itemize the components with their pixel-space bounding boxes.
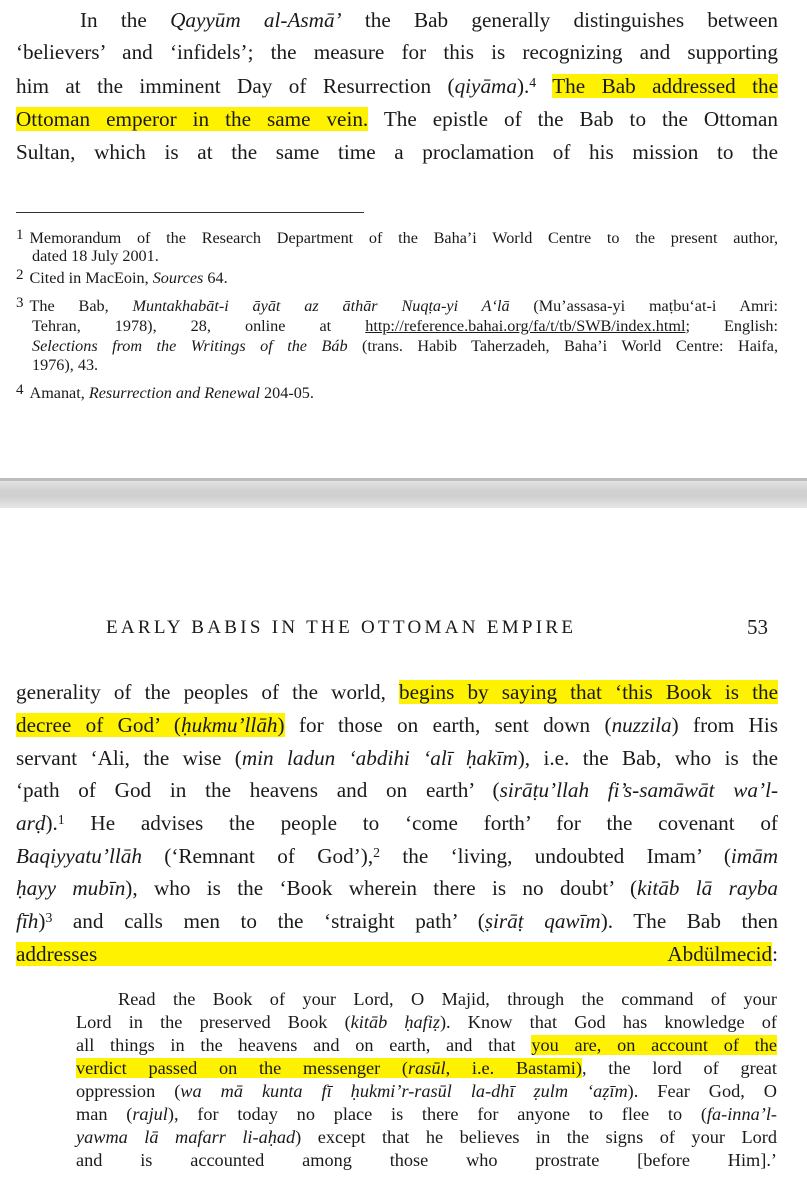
footnote-1-cont: dated 18 July 2001. bbox=[32, 247, 159, 265]
footnote-2: 2 Cited in MacEoin, Sources 64. bbox=[16, 267, 228, 287]
body-line-5: arḍ).$^1$ He advises the people to ‘come forth’ for the covenant of bbox=[16, 811, 778, 835]
footnote-3-cont-2: Selections from the Writings of the Báb (trans. Habib Taherzadeh, Baha’i World Centre: Haifa, bbox=[32, 337, 778, 355]
footnote-3-cont-1: Tehran, 1978), 28, online at http://reference.bahai.org/fa/t/tb/SWB/index.html; English: bbox=[32, 317, 778, 335]
running-header: EARLY BABIS IN THE OTTOMAN EMPIRE bbox=[106, 617, 577, 638]
quote-line-4: verdict passed on the messenger (rasūl, i.e. Bastami), the lord of great bbox=[76, 1058, 777, 1078]
quote-line-2: Lord in the preserved Book (kitāb ḥafiẓ). Know that God has knowledge of bbox=[76, 1012, 777, 1032]
highlight-book-decree-2: decree of God’ (ḥukmu’llāh) bbox=[16, 713, 285, 737]
body-line-9: addresses Abdülmecid: bbox=[16, 942, 778, 966]
body-line-4: ‘path of God in the heavens and on earth’ (sirāṭu’llah fi’s-samāwāt wa’l- bbox=[16, 778, 779, 802]
highlight-ottoman-1: The Bab addressed the bbox=[552, 74, 778, 98]
highlight-verdict-2: verdict passed on the messenger (rasūl, i.e. Bastami) bbox=[76, 1058, 582, 1078]
footnote-divider bbox=[16, 212, 364, 213]
paragraph-line-1: In the Qayyūm al-Asmā’ the Bab generally distinguishes between bbox=[80, 8, 778, 32]
footnote-url-link[interactable]: http://reference.bahai.org/fa/t/tb/SWB/index.html bbox=[365, 317, 686, 335]
body-line-3: servant ‘Ali, the wise (min ladun ‘abdihi ‘alī ḥakīm), i.e. the Bab, who is the bbox=[16, 746, 778, 770]
page-53 bbox=[0, 508, 807, 1200]
page-separator bbox=[0, 478, 807, 508]
quote-line-8: and is accounted among those who prostrate [before Him].’ bbox=[76, 1150, 777, 1170]
quote-line-3: all things in the heavens and on earth, and that you are, on account of the bbox=[76, 1035, 777, 1055]
footnote-4: 4 Amanat, Resurrection and Renewal 204-05. bbox=[16, 382, 314, 402]
highlight-abdulmecid: addresses Abdülmecid bbox=[16, 942, 773, 966]
quote-line-1: Read the Book of your Lord, O Majid, through the command of your bbox=[118, 989, 777, 1009]
body-line-1: generality of the peoples of the world, begins by saying that ‘this Book is the bbox=[16, 680, 778, 704]
body-line-6: Baqiyyatu’llāh (‘Remnant of God’),$^2$ the ‘living, undoubted Imam’ (imām bbox=[16, 844, 778, 868]
paragraph-line-4: Ottoman emperor in the same vein. The epistle of the Bab to the Ottoman bbox=[16, 107, 778, 131]
highlight-ottoman-2: Ottoman emperor in the same vein. bbox=[16, 107, 369, 131]
page-number: 53 bbox=[747, 615, 768, 639]
quote-line-7: yawma lā mafarr li-aḥad) except that he believes in the signs of your Lord bbox=[76, 1127, 777, 1147]
highlight-verdict-1: you are, on account of the bbox=[531, 1035, 777, 1055]
quote-line-5: oppression (wa mā kunta fī ḥukmi’r-rasūl la-dhī ẓulm ‘aẓīm). Fear God, O bbox=[76, 1081, 778, 1101]
footnote-3: 3 The Bab, Muntakhabāt-i āyāt az āthār Nuqṭa-yi A‘lā (Mu’assasa-yi maṭbu‘at-i Amri: bbox=[16, 295, 778, 315]
quote-line-6: man (rajul), for today no place is there for anyone to flee to (fa-inna’l- bbox=[76, 1104, 777, 1124]
paragraph-line-3: him at the imminent Day of Resurrection (qiyāma).$^4$ The Bab addressed the bbox=[16, 74, 778, 98]
paragraph-line-2: ‘believers’ and ‘infidels’; the measure for this is recognizing and supporting bbox=[16, 40, 778, 64]
footnote-1: 1 Memorandum of the Research Department of the Baha’i World Centre to the present author, bbox=[16, 227, 778, 247]
body-line-7: ḥayy mubīn), who is the ‘Book wherein there is no doubt’ (kitāb lā rayba bbox=[16, 876, 779, 900]
paragraph-line-5: Sultan, which is at the same time a proclamation of his mission to the bbox=[16, 140, 778, 164]
body-line-8: fīh)$^3$ and calls men to the ‘straight path’ (ṣirāṭ qawīm). The Bab then bbox=[16, 909, 778, 933]
body-line-2: decree of God’ (ḥukmu’llāh) for those on earth, sent down (nuzzila) from His bbox=[16, 713, 778, 737]
highlight-book-decree-1: begins by saying that ‘this Book is the bbox=[399, 680, 778, 704]
footnote-3-cont-3: 1976), 43. bbox=[32, 356, 99, 374]
page-top-fragment bbox=[0, 0, 807, 478]
